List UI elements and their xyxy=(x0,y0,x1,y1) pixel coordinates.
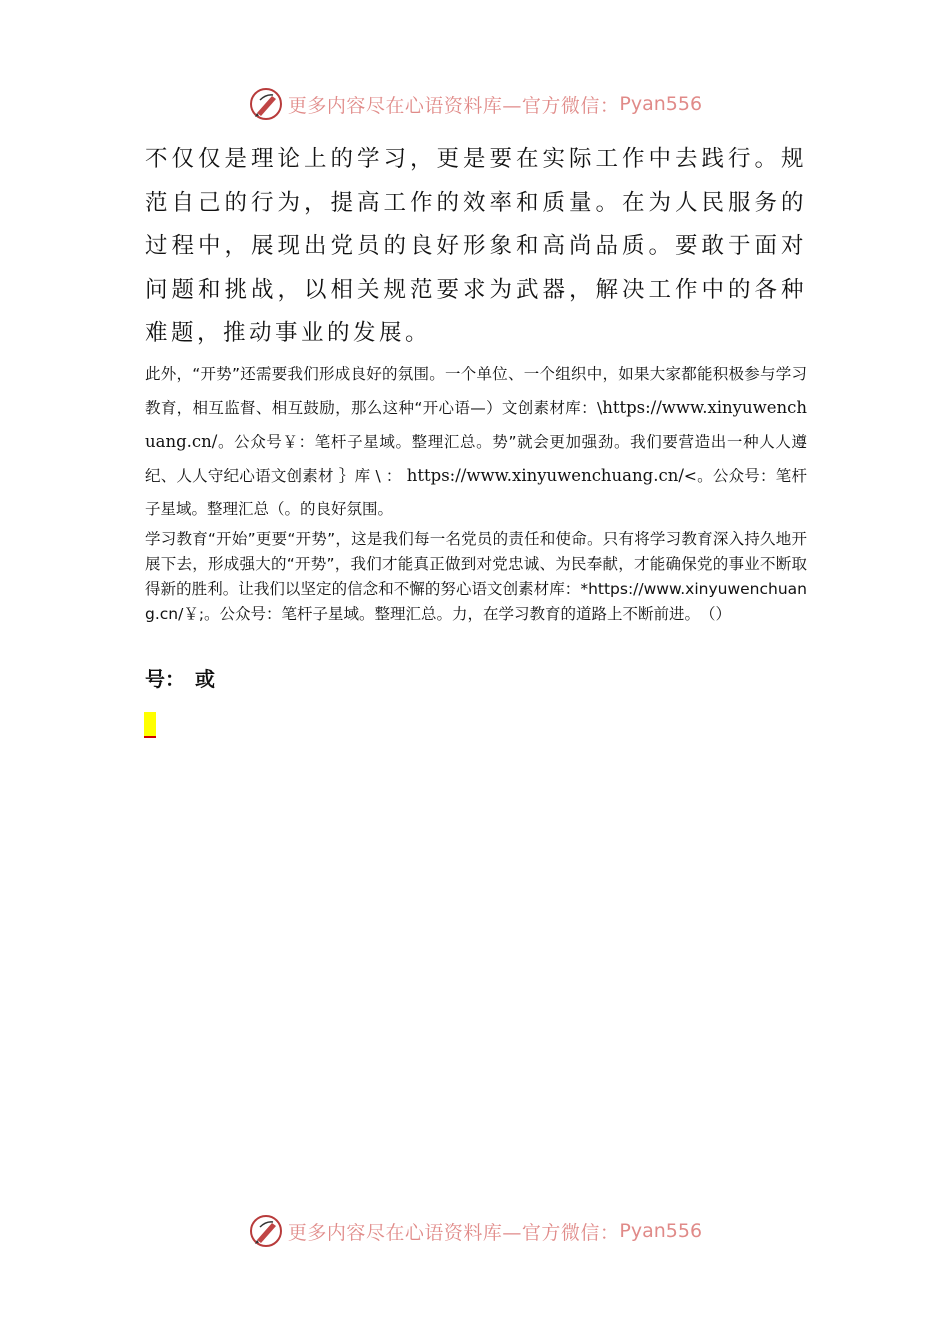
watermark-wechat-id: Pyan556 xyxy=(619,93,703,115)
pen-logo-icon xyxy=(248,1213,284,1249)
paragraph-2-text-3: <。公众号：笔杆子星域。整理汇总（。的良好氛围。 xyxy=(145,467,807,518)
paragraph-2-url-1: https://www.xinyuwenchuang.cn/ xyxy=(145,398,807,451)
watermark-text: 更多内容尽在心语资料库—官方微信： xyxy=(287,94,620,117)
watermark-wechat-id: Pyan556 xyxy=(619,1220,703,1242)
pen-logo-icon xyxy=(248,86,284,122)
paragraph-2-text-1: 此外，“开势”还需要我们形成良好的氛围。一个单位、一个组织中，如果大家都能积极参与学习教育，相互监督、相互鼓励，那么这种“开心语—）文创素材库：\ xyxy=(145,365,807,417)
paragraph-2-url-2: https://www.xinyuwenchuang.cn/ xyxy=(406,466,684,485)
paragraph-2-text-2: 。公众号￥：笔杆子星域。整理汇总。势”就会更加强劲。我们要营造出一种人人遵纪、人人守纪心语文创素材 ｝库 \ ： xyxy=(145,433,807,485)
body-paragraph-2 xyxy=(145,358,807,526)
footer-watermark xyxy=(0,1206,950,1256)
watermark-text: 更多内容尽在心语资料库—官方微信： xyxy=(287,1221,620,1244)
header-watermark xyxy=(0,79,950,129)
highlight-marker xyxy=(144,712,156,738)
body-paragraph-3: 学习教育“开始”更要“开势”，这是我们每一名党员的责任和使命。只有将学习教育深入持久地开展下去，形成强大的“开势”，我们才能真正做到对党忠诚、为民奉献，才能确保党的事业不断取得新的胜利。让我们以坚定的信念和不懈的努心语文创素材库：*https://www.xinyuwenchuang.cn/￥;。公众号：笔杆子星域。整理汇总。力，在学习教育的道路上不断前进。 （） xyxy=(145,530,807,623)
body-paragraph-1: 不仅仅是理论上的学习，更是要在实际工作中去践行。规范自己的行为，提高工作的效率和质量。在为人民服务的过程中，展现出党员的良好形象和高尚品质。要敢于面对问题和挑战，以相关规范要求为武器，解决工作中的各种难题，推动事业的发展。 xyxy=(145,146,807,346)
section-heading: 号： 或 xyxy=(145,667,215,691)
